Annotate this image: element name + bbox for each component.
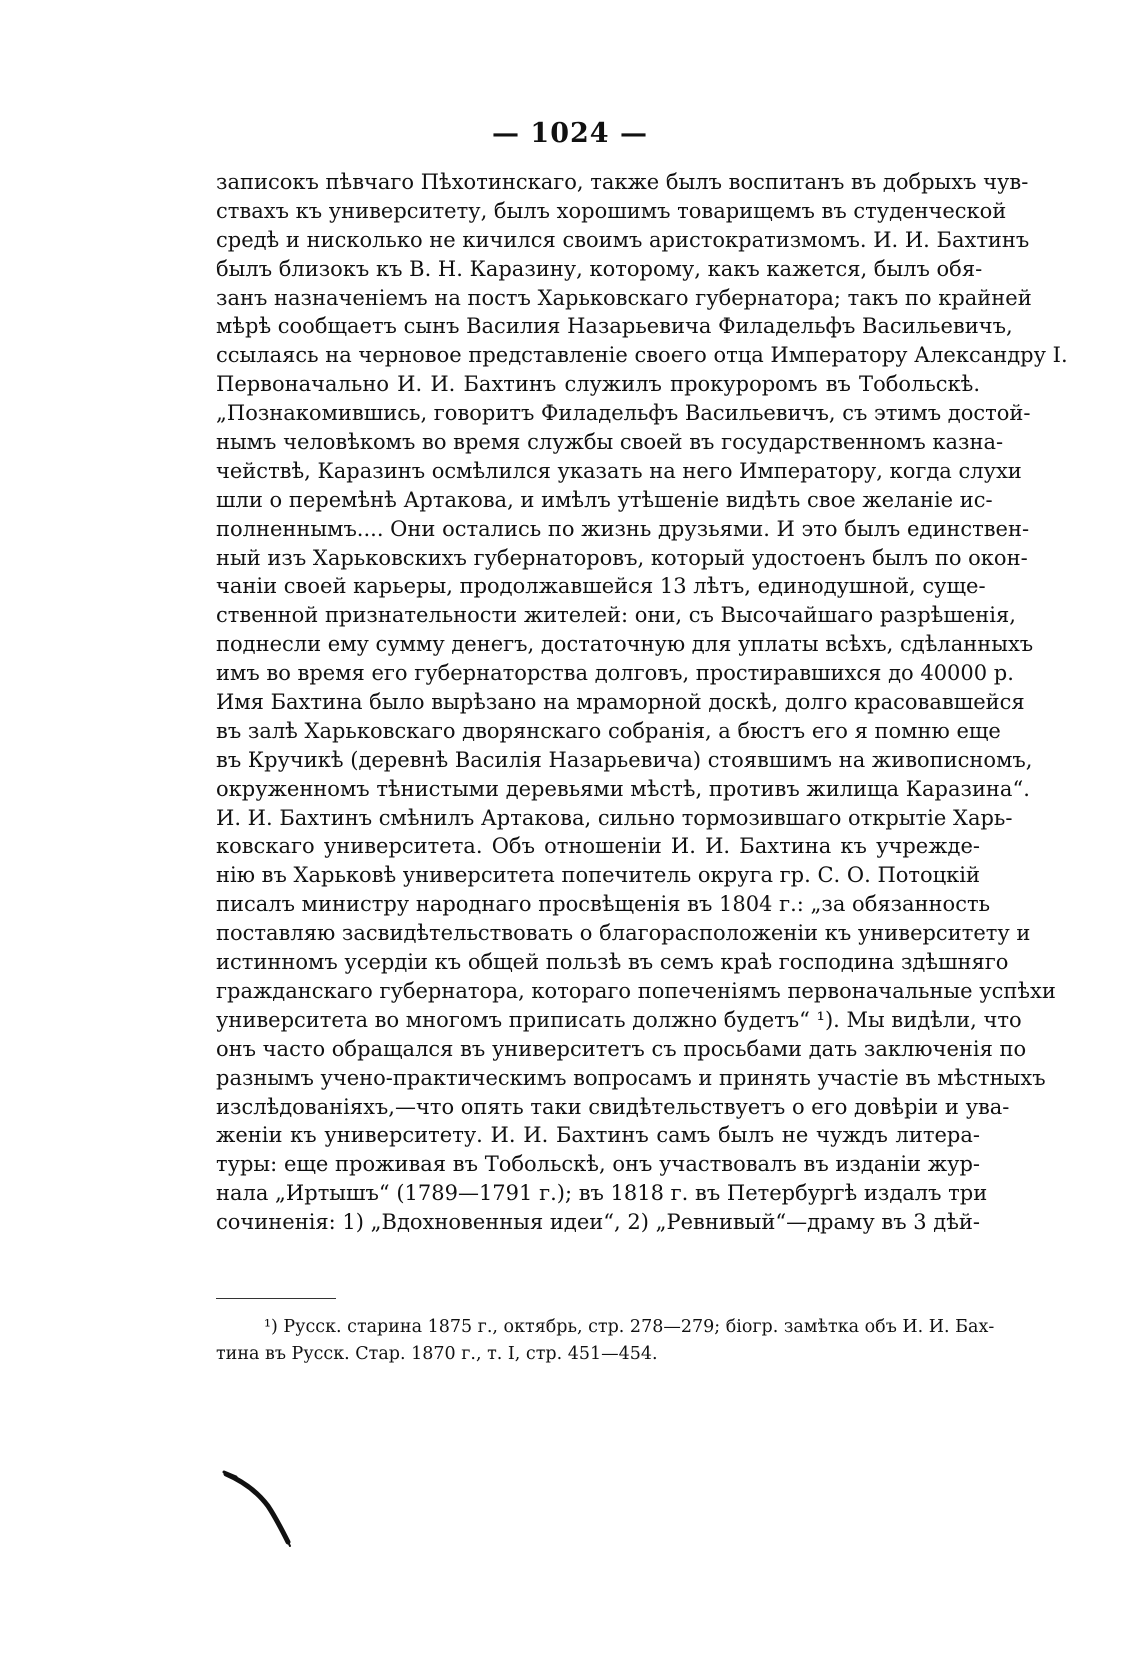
text-line: нымъ человѣкомъ во время службы своей въ государственномъ казна- bbox=[216, 430, 1004, 455]
text-line: былъ близокъ къ В. Н. Каразину, которому, какъ кажется, былъ обя- bbox=[216, 256, 983, 281]
text-line: университета во многомъ приписать должно будетъ“ ¹). Мы видѣли, что bbox=[216, 1007, 1022, 1032]
text-line: ственной признательности жителей: они, съ Высочайшаго разрѣшенiя, bbox=[216, 603, 1016, 628]
text-line: окруженномъ тѣнистыми деревьями мѣстѣ, противъ жилища Каразина“. bbox=[216, 776, 1030, 801]
text-line: ствахъ къ университету, былъ хорошимъ товарищемъ въ студенческой bbox=[216, 198, 1007, 223]
text-line: занъ назначенiемъ на постъ Харьковскаго губернатора; такъ по крайней bbox=[216, 285, 1032, 310]
text-line: истинномъ усердiи къ общей пользѣ въ семъ краѣ господина здѣшняго bbox=[216, 950, 1009, 975]
text-line: ковскаго университета. Объ отношенiи И. И. Бахтина къ учрежде- bbox=[216, 834, 980, 859]
text-line: гражданскаго губернатора, котораго попеченiямъ первоначальные успѣхи bbox=[216, 978, 1056, 1003]
text-line: въ Кручикѣ (деревнѣ Василiя Назарьевича) стоявшимъ на живописномъ, bbox=[216, 747, 1033, 772]
text-line: писалъ министру народнаго просвѣщенiя въ 1804 г.: „за обязанность bbox=[216, 892, 991, 917]
footnotes bbox=[216, 1314, 995, 1368]
text-line: сочиненiя: 1) „Вдохновенныя идеи“, 2) „Ревнивый“—драму въ 3 дѣй- bbox=[216, 1210, 980, 1235]
ink-stroke-mark bbox=[222, 1468, 302, 1548]
page-number: — 1024 — bbox=[492, 118, 648, 149]
footnote-line: тина въ Русск. Стар. 1870 г., т. I, стр. 451—454. bbox=[216, 1344, 658, 1364]
text-line: туры: еще проживая въ Тобольскѣ, онъ участвовалъ въ изданiи жур- bbox=[216, 1152, 980, 1177]
footnote-divider bbox=[216, 1298, 336, 1299]
text-line: въ залѣ Харьковскаго дворянскаго собранiя, а бюстъ его я помню еще bbox=[216, 718, 1001, 743]
footnote-line: ¹) Русск. старина 1875 г., октябрь, стр. 278—279; бiогр. замѣтка объ И. И. Бах- bbox=[264, 1317, 995, 1337]
text-line: чействѣ, Каразинъ осмѣлился указать на него Императору, когда слухи bbox=[216, 458, 1022, 483]
text-line: шли о перемѣнѣ Артакова, и имѣлъ утѣшенiе видѣть свое желанiе ис- bbox=[216, 487, 993, 512]
text-line: имъ во время его губернаторства долговъ, простиравшихся до 40000 р. bbox=[216, 661, 1014, 686]
text-line: нала „Иртышъ“ (1789—1791 г.); въ 1818 г. въ Петербургѣ издалъ три bbox=[216, 1181, 988, 1206]
text-line: мѣрѣ сообщаетъ сынъ Василия Назарьевича Филадельфъ Васильевичъ, bbox=[216, 314, 1013, 339]
text-line: ный изъ Харьковскихъ губернаторовъ, который удостоенъ былъ по окон- bbox=[216, 545, 1028, 570]
body-text bbox=[216, 168, 1068, 1237]
text-line: ссылаясь на черновое представленiе своего отца Императору Александру I. bbox=[216, 343, 1068, 368]
text-line: Первоначально И. И. Бахтинъ служилъ прокуроромъ въ Тобольскѣ. bbox=[216, 372, 980, 397]
text-line: поднесли ему сумму денегъ, достаточную для уплаты всѣхъ, сдѣланныхъ bbox=[216, 632, 1034, 657]
text-line: И. И. Бахтинъ смѣнилъ Артакова, сильно тормозившаго открытiе Харь- bbox=[216, 805, 1013, 830]
text-line: разнымъ учено-практическимъ вопросамъ и принять участiе въ мѣстныхъ bbox=[216, 1065, 1046, 1090]
text-line: „Познакомившись, говоритъ Филадельфъ Васильевичъ, съ этимъ достой- bbox=[216, 401, 1031, 426]
text-line: записокъ пѣвчаго Пѣхотинскаго, также былъ воспитанъ въ добрыхъ чув- bbox=[216, 170, 1029, 194]
text-line: поставляю засвидѣтельствовать о благорасположенiи къ университету и bbox=[216, 921, 1031, 946]
text-line: онъ часто обращался въ университетъ съ просьбами дать заключенiя по bbox=[216, 1036, 1027, 1061]
text-line: чанiи своей карьеры, продолжавшейся 13 лѣтъ, единодушной, суще- bbox=[216, 574, 986, 599]
text-line: Имя Бахтина было вырѣзано на мраморной доскѣ, долго красовавшейся bbox=[216, 690, 1025, 715]
text-line: средѣ и нисколько не кичился своимъ аристократизмомъ. И. И. Бахтинъ bbox=[216, 227, 1030, 252]
text-line: полненнымъ.... Они остались по жизнь друзьями. И это былъ единствен- bbox=[216, 516, 1030, 541]
text-line: женiи къ университету. И. И. Бахтинъ самъ былъ не чуждъ литера- bbox=[216, 1123, 980, 1148]
text-line: изслѣдованiяхъ,—что опять таки свидѣтельствуетъ о его довѣрiи и ува- bbox=[216, 1094, 1010, 1119]
text-line: нiю въ Харьковѣ университета попечитель округа гр. С. О. Потоцкiй bbox=[216, 863, 981, 888]
